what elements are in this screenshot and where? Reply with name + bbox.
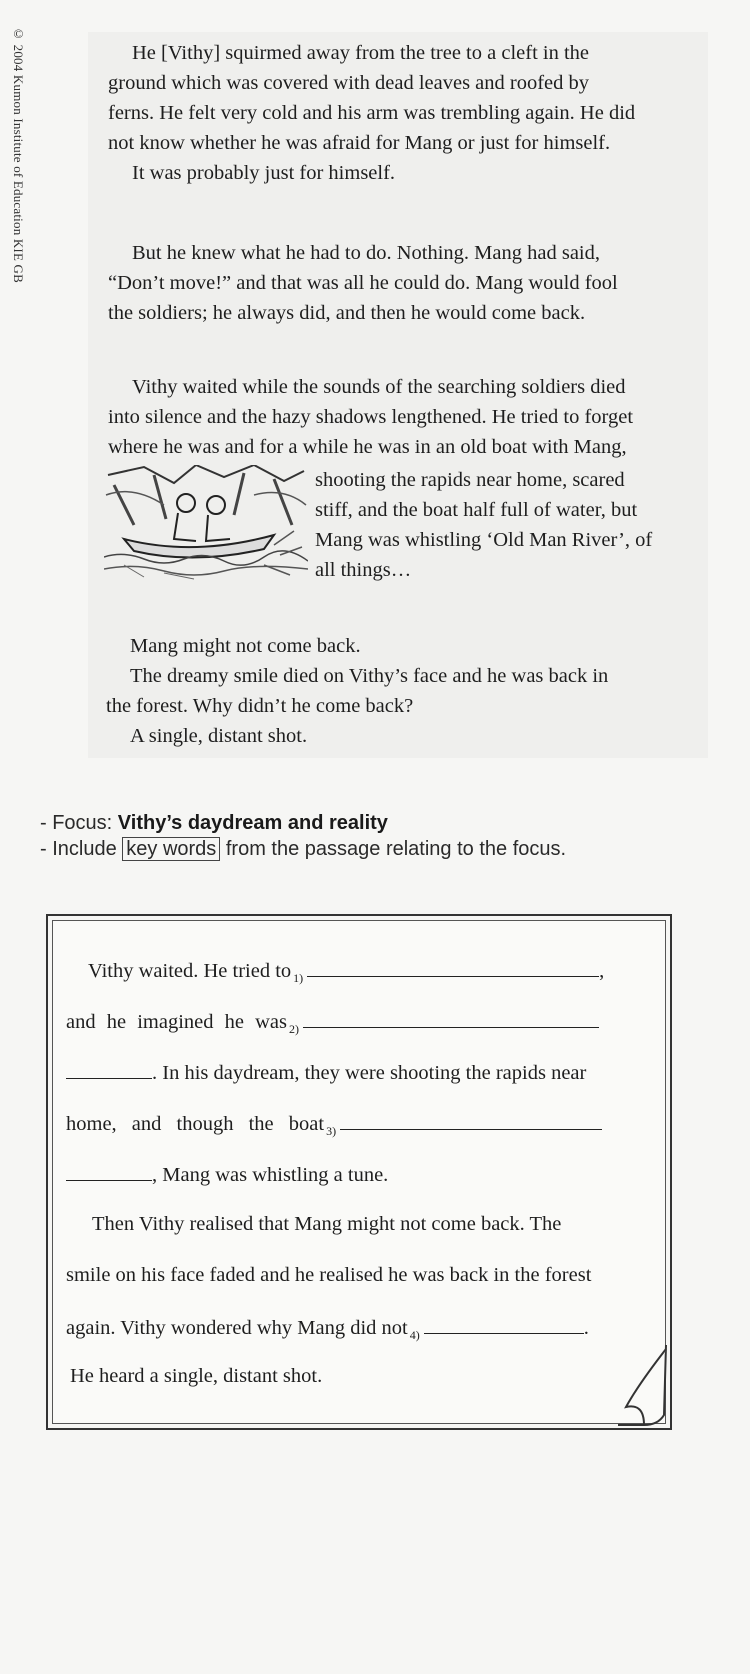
answer-line-9: He heard a single, distant shot. (70, 1365, 323, 1387)
blank-1[interactable] (307, 958, 599, 977)
answer-line-8: again. Vithy wondered why Mang did not $_{4)}$ . (66, 1317, 589, 1343)
passage-paragraph-2: But he knew what he had to do. Nothing. Mang had said, “Don’t move!” and that was all he could do. Mang would fool the soldiers; he always did, and then he would come back. (108, 242, 618, 324)
answer-line-5: , Mang was whistling a tune. (66, 1162, 646, 1187)
answer-line-2: and he imagined he was $_{2)}$ (66, 1009, 646, 1037)
focus-instruction: - Focus: Vithy’s daydream and reality (40, 812, 388, 834)
blank-2-cont[interactable] (66, 1060, 152, 1079)
include-instruction: - Include key words from the passage relating to the focus. (40, 838, 567, 860)
focus-topic: Vithy’s daydream and reality (117, 812, 388, 834)
boat-illustration (104, 465, 308, 583)
passage-paragraph-1: He [Vithy] squirmed away from the tree to a cleft in the ground which was covered with dead leaves and roofed by ferns. He felt very cold and his arm was trembling again. He did not know whether he was afraid for Mang or just for himself. It was probably just for himself. (108, 42, 636, 184)
blank-3[interactable] (340, 1111, 602, 1130)
answer-line-4: home, and though the boat $_{3)}$ (66, 1111, 646, 1139)
passage-paragraph-4: Mang might not come back. The dreamy smile died on Vithy’s face and he was back in the forest. Why didn’t he come back? A single, distant shot. (106, 635, 609, 747)
answer-line-6: Then Vithy realised that Mang might not come back. The (92, 1213, 562, 1235)
answer-line-1: Vithy waited. He tried to $_{1)}$ , (88, 960, 605, 986)
answer-line-7: smile on his face faded and he realised he was back in the forest (66, 1264, 592, 1286)
passage-paragraph-3: Vithy waited while the sounds of the searching soldiers died into silence and the hazy shadows lengthened. He tried to forget where he was and for a while he was in an old boat with Mang, (108, 376, 634, 458)
blank-2[interactable] (303, 1009, 599, 1028)
passage-wrap-text: shooting the rapids near home, scared stiff, and the boat half full of water, but Mang was whistling ‘Old Man River’, of all things… (315, 469, 653, 581)
blank-3-cont[interactable] (66, 1162, 152, 1181)
key-words-box: key words (122, 837, 220, 861)
copyright-notice: © 2004 Kumon Institute of Education KIE GB (11, 26, 26, 284)
answer-line-3: . In his daydream, they were shooting the rapids near (66, 1060, 646, 1085)
page-curl-icon (618, 1345, 668, 1427)
blank-4[interactable] (424, 1315, 584, 1334)
